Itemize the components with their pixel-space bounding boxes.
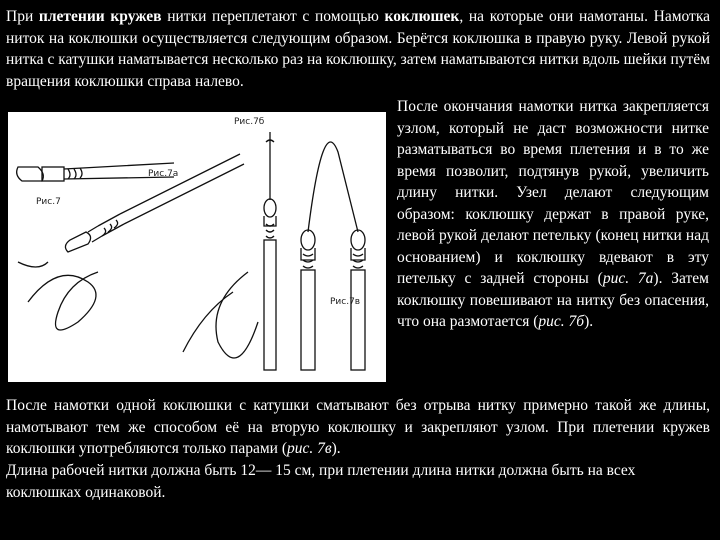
term-lace-weaving: плетении кружев — [38, 8, 162, 25]
ref-fig-7v: рис. 7в — [286, 440, 332, 457]
knot-text-end: ). — [584, 313, 594, 330]
bobbin-drawing — [8, 112, 386, 382]
ref-fig-7a: рис. 7а — [602, 270, 654, 287]
pairs-paragraph — [6, 395, 710, 460]
knot-text-1: После окончания намотки нитка закрепляется узлом, который не даст возможности нитке разматываться во время плетения и в то же время позволит, подтянув рукой, увеличить длину нитки. Узел делают следующим образом: коклюшку держат в правой руке, левой рукой делают петельку (конец нитки над основанием) и коклюшку вдевают в эту петельку с задней стороны ( — [397, 98, 709, 287]
fig7-label: Рис.7 — [36, 197, 61, 207]
term-bobbins: коклюшек — [384, 8, 460, 25]
pairs-text-end: ). — [331, 440, 341, 457]
knot-text-2: ). Затем коклюшку повешивают на нитку без опасения, что она размотается ( — [397, 270, 709, 330]
ref-fig-7b: рис. 7б — [538, 313, 585, 330]
fig7b-label: Рис.7б — [234, 117, 265, 127]
intro-paragraph — [6, 6, 710, 92]
intro-rest: , на которые они намотаны. Намотка ниток на коклюшки осуществляется следующим образом. Берётся коклюшка в правую руку. Левой рукой нитка с катушки наматывается несколько раз на коклюшку, затем наматываются нитки вдоль шейки путём вращения коклюшки справа налево. — [6, 8, 710, 90]
intro-prefix: При — [6, 8, 39, 25]
length-text: Длина рабочей нитки должна быть 12— 15 см, при плетении длина нитки должна быть на всех коклюшках одинаковой. — [6, 462, 636, 501]
fig7a-label: Рис.7а — [148, 169, 179, 179]
bobbin-illustration — [8, 112, 386, 382]
knot-paragraph — [397, 96, 709, 333]
length-paragraph — [6, 460, 710, 503]
fig7v-label: Рис.7в — [330, 297, 361, 307]
intro-middle: нитки переплетают с помощью — [161, 8, 385, 25]
pairs-text: После намотки одной коклюшки с катушки сматывают без отрыва нитку примерно такой же длины, намотывают тем же способом её на вторую коклюшку и закрепляют узлом. При плетении кружев коклюшки употребляются только парами ( — [6, 397, 710, 457]
